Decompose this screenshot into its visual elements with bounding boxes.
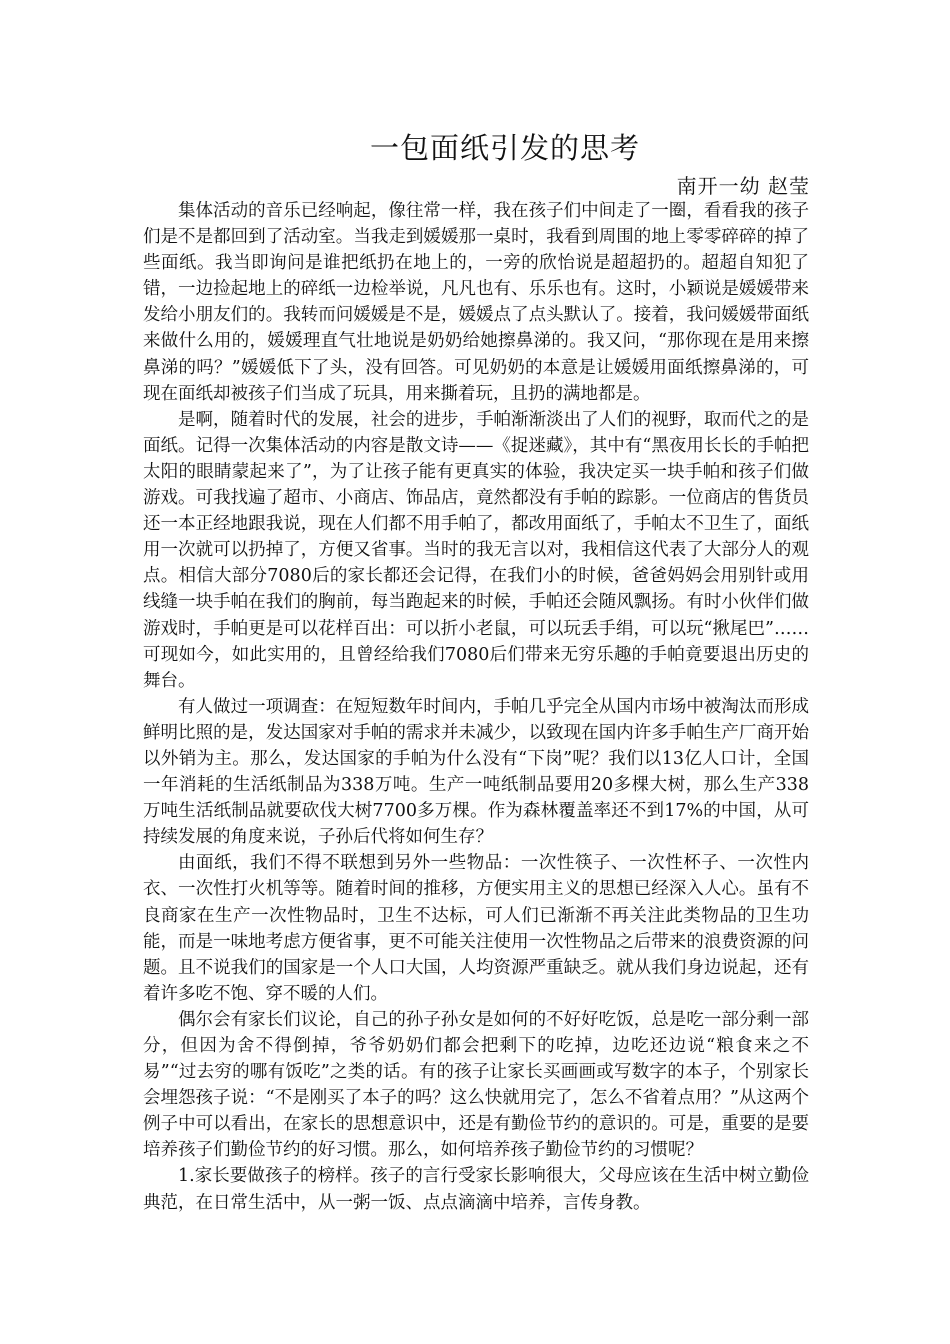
document-body bbox=[143, 198, 809, 1216]
body-paragraph: 由面纸，我们不得不联想到另外一些物品：一次性筷子、一次性杯子、一次性内衣、一次性打火机等等。随着时间的推移，方便实用主义的思想已经深入人心。虽有不良商家在生产一次性物品时，卫生不达标，可人们已渐渐不再关注此类物品的卫生功能，而是一味地考虑方便省事，更不可能关注使用一次性物品之后带来的浪费资源的问题。且不说我们的国家是一个人口大国，人均资源严重缺乏。就从我们身边说起，还有着许多吃不饱、穿不暖的人们。 bbox=[143, 853, 809, 1004]
body-paragraph: 有人做过一项调查：在短短数年时间内，手帕几乎完全从国内市场中被淘汰而形成鲜明比照的是，发达国家对手帕的需求并未减少，以致现在国内许多手帕生产厂商开始以外销为主。那么，发达国家的手帕为什么没有“下岗”呢？我们以13亿人口计，全国一年消耗的生活纸制品为338万吨。生产一吨纸制品要用20多棵大树，那么生产338万吨生活纸制品就要砍伐大树7700多万棵。作为森林覆盖率还不到17%的中国，从可持续发展的角度来说，子孙后代将如何生存？ bbox=[143, 696, 809, 848]
document-title: 一包面纸引发的思考 bbox=[369, 131, 640, 165]
body-paragraph: 偶尔会有家长们议论，自己的孙子孙女是如何的不好好吃饭，总是吃一部分剩一部分，但因为舍不得倒掉，爷爷奶奶们都会把剩下的吃掉，边吃还边说“粮食来之不易”“过去穷的哪有饭吃”之类的话。有的孩子让家长买画画或写数字的本子，个别家长会埋怨孩子说：“不是刚买了本子的吗？这么快就用完了，怎么不省着点用？”从这两个例子中可以看出，在家长的思想意识中，还是有勤俭节约的意识的。可是，重要的是要培养孩子们勤俭节约的好习惯。那么，如何培养孩子勤俭节约的习惯呢？ bbox=[143, 1009, 809, 1161]
body-paragraph: 是啊，随着时代的发展，社会的进步，手帕渐渐淡出了人们的视野，取而代之的是面纸。记得一次集体活动的内容是散文诗——《捉迷藏》，其中有“黑夜用长长的手帕把太阳的眼睛蒙起来了”，为了让孩子能有更真实的体验，我决定买一块手帕和孩子们做游戏。可我找遍了超市、小商店、饰品店，竟然都没有手帕的踪影。一位商店的售货员还一本正经地跟我说，现在人们都不用手帕了，都改用面纸了，手帕太不卫生了，面纸用一次就可以扔掉了，方便又省事。当时的我无言以对，我相信这代表了大部分人的观点。相信大部分7080后的家长都还会记得，在我们小的时候，爸爸妈妈会用别针或用线缝一块手帕在我们的胸前，每当跑起来的时候，手帕还会随风飘扬。有时小伙伴们做游戏时，手帕更是可以花样百出：可以折小老鼠，可以玩丢手绢，可以玩“揪尾巴”……可现如今，如此实用的，且曾经给我们7080后们带来无穷乐趣的手帕竟要退出历史的舞台。 bbox=[143, 409, 809, 691]
document-author: 南开一幼 赵莹 bbox=[676, 174, 810, 198]
body-paragraph: 集体活动的音乐已经响起，像往常一样，我在孩子们中间走了一圈，看看我的孩子们是不是都回到了活动室。当我走到媛媛那一桌时，我看到周围的地上零零碎碎的掉了些面纸。我当即询问是谁把纸扔在地上的，一旁的欣怡说是超超扔的。超超自知犯了错，一边捡起地上的碎纸一边检举说，凡凡也有、乐乐也有。这时，小颖说是媛媛带来发给小朋友们的。我转而问媛媛是不是，媛媛点了点头默认了。接着，我问媛媛带面纸来做什么用的，媛媛理直气壮地说是奶奶给她擦鼻涕的。我又问，“那你现在是用来擦鼻涕的吗？”媛媛低下了头，没有回答。可见奶奶的本意是让媛媛用面纸擦鼻涕的，可现在面纸却被孩子们当成了玩具，用来撕着玩，且扔的满地都是。 bbox=[143, 201, 809, 404]
body-paragraph: 1.家长要做孩子的榜样。孩子的言行受家长影响很大，父母应该在生活中树立勤俭典范，在日常生活中，从一粥一饭、点点滴滴中培养，言传身教。 bbox=[143, 1166, 809, 1213]
